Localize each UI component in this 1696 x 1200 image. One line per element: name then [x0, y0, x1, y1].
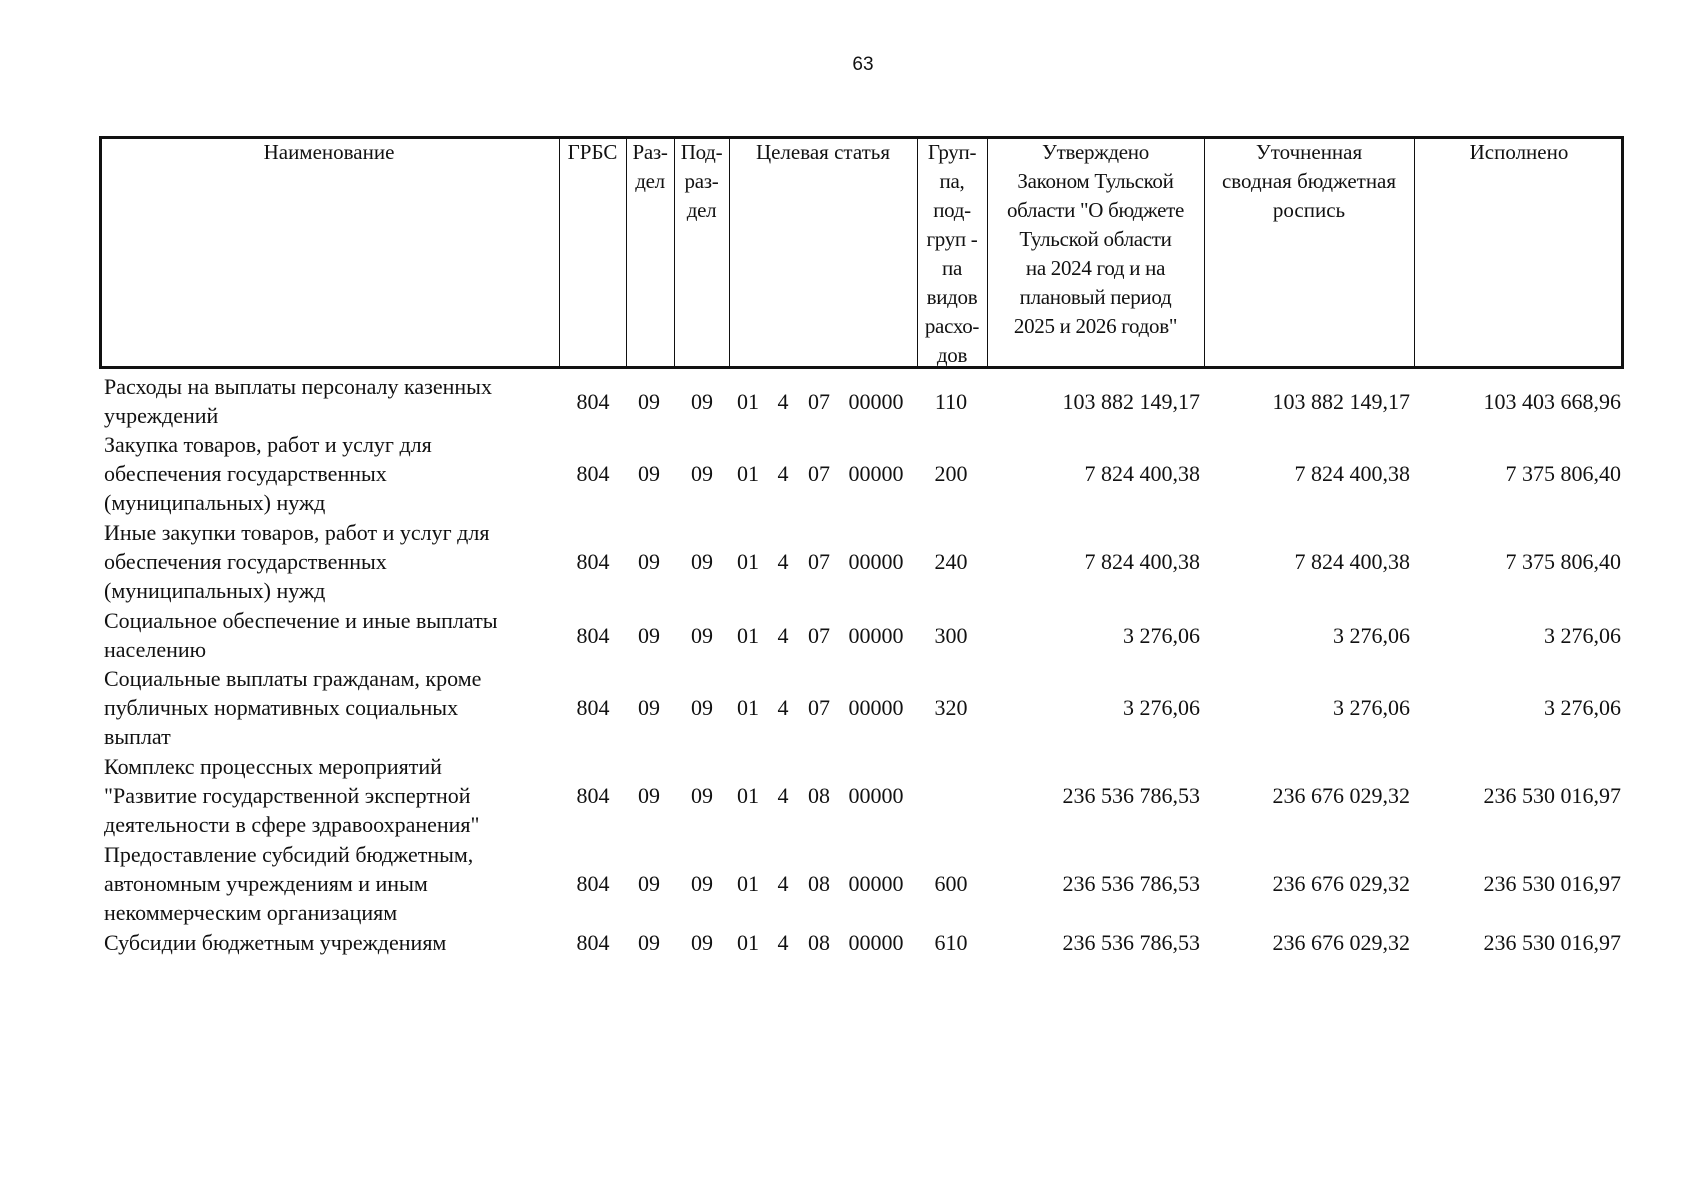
cell-approved: 7 824 400,38	[1084, 461, 1200, 486]
cell-name: Социальные выплаты гражданам, кроме публичных нормативных социальных выплат	[104, 666, 482, 749]
header-target-article: Целевая статья	[755, 140, 891, 164]
cell-expense-group: 610	[934, 930, 968, 955]
cell-expense-group: 300	[934, 622, 968, 648]
header-expense-group: Груп- па, под- груп - па видов расхо- дов	[924, 140, 980, 367]
cell-target-complex: 07	[808, 388, 830, 414]
cell-grbs: 804	[576, 871, 610, 896]
cell-target-program: 01	[737, 930, 759, 955]
cell-executed: 3 276,06	[1544, 622, 1621, 648]
cell-razdel: 09	[638, 871, 660, 896]
cell-razdel: 09	[638, 388, 660, 414]
cell-target-type: 4	[777, 871, 789, 896]
header-refined: Уточненная сводная бюджетная роспись	[1221, 140, 1397, 222]
cell-refined: 3 276,06	[1333, 695, 1410, 720]
cell-executed: 103 403 668,96	[1483, 388, 1621, 414]
cell-refined: 236 676 029,32	[1272, 930, 1410, 955]
cell-approved: 103 882 149,17	[1062, 388, 1200, 414]
cell-razdel: 09	[638, 930, 660, 955]
cell-target-complex: 07	[808, 461, 830, 486]
cell-refined: 236 676 029,32	[1272, 783, 1410, 808]
cell-target-program: 01	[737, 695, 759, 720]
cell-expense-group: 240	[934, 549, 968, 574]
cell-podrazdel: 09	[691, 695, 713, 720]
cell-approved: 236 536 786,53	[1062, 930, 1200, 955]
cell-name: Субсидии бюджетным учреждениям	[104, 930, 447, 955]
cell-expense-group: 600	[934, 871, 968, 896]
cell-target-direction: 00000	[848, 783, 904, 808]
cell-name: Социальное обеспечение и иные выплаты населению	[104, 608, 498, 662]
cell-podrazdel: 09	[691, 549, 713, 574]
header-razdel: Раз- дел	[632, 140, 668, 193]
cell-approved: 7 824 400,38	[1084, 549, 1200, 574]
cell-grbs: 804	[576, 783, 610, 808]
cell-executed: 7 375 806,40	[1505, 461, 1621, 486]
cell-grbs: 804	[576, 695, 610, 720]
header-executed: Исполнено	[1469, 140, 1569, 164]
cell-grbs: 804	[576, 930, 610, 955]
cell-target-direction: 00000	[848, 930, 904, 955]
cell-podrazdel: 09	[691, 388, 713, 414]
cell-target-program: 01	[737, 783, 759, 808]
cell-razdel: 09	[638, 549, 660, 574]
cell-podrazdel: 09	[691, 871, 713, 896]
cell-target-complex: 07	[808, 549, 830, 574]
cell-executed: 236 530 016,97	[1483, 930, 1621, 955]
cell-name: Иные закупки товаров, работ и услуг для обеспечения государственных (муниципальных) нужд	[104, 520, 490, 603]
column-divider	[559, 136, 560, 369]
cell-name: Комплекс процессных мероприятий "Развитие государственной экспертной деятельности в сфере здравоохранения"	[104, 754, 480, 837]
cell-grbs: 804	[576, 622, 610, 648]
cell-razdel: 09	[638, 695, 660, 720]
cell-refined: 7 824 400,38	[1294, 461, 1410, 486]
cell-name: Предоставление субсидий бюджетным, автономным учреждениям и иным некоммерческим организациям	[104, 842, 474, 925]
cell-executed: 236 530 016,97	[1483, 871, 1621, 896]
cell-target-complex: 08	[808, 783, 830, 808]
cell-expense-group: 200	[934, 461, 968, 486]
cell-razdel: 09	[638, 461, 660, 486]
cell-expense-group: 110	[934, 388, 968, 414]
cell-executed: 7 375 806,40	[1505, 549, 1621, 574]
cell-target-program: 01	[737, 549, 759, 574]
cell-target-type: 4	[777, 930, 789, 955]
cell-grbs: 804	[576, 461, 610, 486]
cell-target-complex: 07	[808, 622, 830, 648]
column-divider	[729, 136, 730, 369]
cell-podrazdel: 09	[691, 930, 713, 955]
header-name: Наименование	[263, 140, 395, 164]
cell-target-direction: 00000	[848, 549, 904, 574]
cell-refined: 103 882 149,17	[1272, 388, 1410, 414]
cell-refined: 3 276,06	[1333, 622, 1410, 648]
cell-approved: 236 536 786,53	[1062, 783, 1200, 808]
cell-podrazdel: 09	[691, 783, 713, 808]
cell-podrazdel: 09	[691, 461, 713, 486]
cell-target-direction: 00000	[848, 622, 904, 648]
cell-name: Закупка товаров, работ и услуг для обеспечения государственных (муниципальных) нужд	[104, 432, 432, 515]
cell-target-direction: 00000	[848, 695, 904, 720]
cell-expense-group: 320	[934, 695, 968, 720]
cell-target-type: 4	[777, 783, 789, 808]
cell-target-complex: 07	[808, 695, 830, 720]
column-divider	[1414, 136, 1415, 369]
cell-approved: 3 276,06	[1123, 622, 1200, 648]
cell-podrazdel: 09	[691, 622, 713, 648]
cell-target-type: 4	[777, 695, 789, 720]
cell-grbs: 804	[576, 388, 610, 414]
cell-approved: 236 536 786,53	[1062, 871, 1200, 896]
cell-target-type: 4	[777, 388, 789, 414]
cell-razdel: 09	[638, 783, 660, 808]
header-podrazdel: Под- раз- дел	[680, 140, 723, 222]
cell-target-type: 4	[777, 461, 789, 486]
cell-target-type: 4	[777, 622, 789, 648]
cell-target-type: 4	[777, 549, 789, 574]
cell-target-program: 01	[737, 871, 759, 896]
cell-target-program: 01	[737, 461, 759, 486]
cell-grbs: 804	[576, 549, 610, 574]
cell-refined: 7 824 400,38	[1294, 549, 1410, 574]
cell-target-complex: 08	[808, 930, 830, 955]
cell-target-direction: 00000	[848, 871, 904, 896]
cell-refined: 236 676 029,32	[1272, 871, 1410, 896]
cell-executed: 3 276,06	[1544, 695, 1621, 720]
cell-executed: 236 530 016,97	[1483, 783, 1621, 808]
header-approved: Утверждено Законом Тульской области "О бюджете Тульской области на 2024 год и на плановый период 2025 и 2026 годов"	[1006, 140, 1185, 338]
cell-target-direction: 00000	[848, 461, 904, 486]
cell-razdel: 09	[638, 622, 660, 648]
cell-target-direction: 00000	[848, 388, 904, 414]
cell-target-program: 01	[737, 622, 759, 648]
cell-target-program: 01	[737, 388, 759, 414]
page-number: 63	[852, 54, 874, 75]
header-grbs: ГРБС	[567, 140, 618, 164]
cell-name: Расходы на выплаты персоналу казенных учреждений	[104, 374, 492, 428]
table-header	[99, 136, 1624, 369]
cell-approved: 3 276,06	[1123, 695, 1200, 720]
cell-target-complex: 08	[808, 871, 830, 896]
